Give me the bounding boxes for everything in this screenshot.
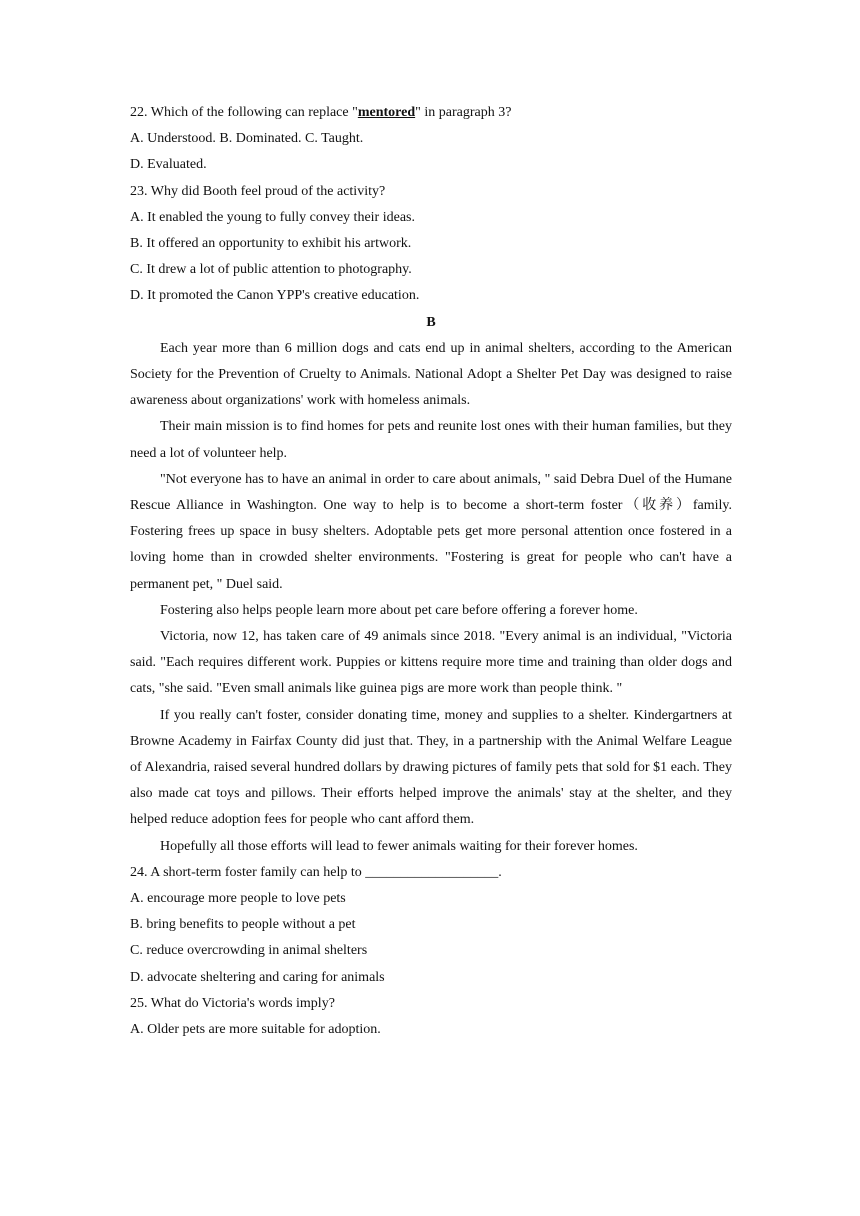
question-23-option-c: C. It drew a lot of public attention to photography. xyxy=(130,262,412,278)
exam-page xyxy=(130,100,732,1043)
passage-paragraph: "Not everyone has to have an animal in order to care about animals, " said Debra Duel of the Humane Rescue Alliance in Washington. One way to help is to become a short-term foster（收养）family. Fostering frees up space in busy shelters. Adoptable pets get more personal attention once fostered in a loving home than in crowded shelter environments. "Fostering is great for people who can't have a permanent pet, " Duel said. xyxy=(130,471,732,592)
question-22-option-d: D. Evaluated. xyxy=(130,157,207,173)
passage-paragraph: Each year more than 6 million dogs and cats end up in animal shelters, according to the American Society for the Prevention of Cruelty to Animals. National Adopt a Shelter Pet Day was designed to raise awareness about organizations' work with homeless animals. xyxy=(130,340,732,409)
question-22-options-abc: A. Understood. B. Dominated. C. Taught. xyxy=(130,131,364,147)
question-22-keyword: mentored xyxy=(357,105,416,120)
passage-paragraph: If you really can't foster, consider donating time, money and supplies to a shelter. Kindergartners at Browne Academy in Fairfax County did just that. They, in a partnership with the Animal Welfare League of Alexandria, raised several hundred dollars by drawing pictures of family pets that sold for $1 each. They also made cat toys and pillows. Their efforts helped improve the animals' stay at the shelter, and they helped reduce adoption fees for people who cant afford them. xyxy=(130,707,732,828)
question-22 xyxy=(130,100,732,126)
question-24-option-b: B. bring benefits to people without a pet xyxy=(130,917,356,933)
question-24-stem: 24. A short-term foster family can help to ___________________. xyxy=(130,864,502,880)
question-23-option-d: D. It promoted the Canon YPP's creative education. xyxy=(130,288,420,304)
passage-paragraph: Fostering also helps people learn more about pet care before offering a forever home. xyxy=(160,602,638,618)
question-25-option-a: A. Older pets are more suitable for adoption. xyxy=(130,1021,381,1037)
question-24-option-d: D. advocate sheltering and caring for animals xyxy=(130,969,385,985)
question-23-option-a: A. It enabled the young to fully convey their ideas. xyxy=(130,209,415,225)
question-23-stem: 23. Why did Booth feel proud of the activity? xyxy=(130,183,386,199)
question-22-suffix: " in paragraph 3? xyxy=(415,105,512,120)
passage-paragraph: Victoria, now 12, has taken care of 49 animals since 2018. "Every animal is an individual, "Victoria said. "Each requires different work. Puppies or kittens require more time and training than older dogs and cats, "she said. "Even small animals like guinea pigs are more work than people think. " xyxy=(130,628,732,697)
section-label: B xyxy=(426,314,436,330)
question-24-option-a: A. encourage more people to love pets xyxy=(130,890,346,906)
passage-paragraph: Their main mission is to find homes for pets and reunite lost ones with their human families, but they need a lot of volunteer help. xyxy=(130,419,732,461)
question-22-prefix: 22. Which of the following can replace " xyxy=(130,105,358,120)
question-23-option-b: B. It offered an opportunity to exhibit his artwork. xyxy=(130,235,412,251)
question-25-stem: 25. What do Victoria's words imply? xyxy=(130,995,335,1011)
question-24-option-c: C. reduce overcrowding in animal shelters xyxy=(130,943,368,959)
passage-paragraph: Hopefully all those efforts will lead to fewer animals waiting for their forever homes. xyxy=(160,838,638,854)
